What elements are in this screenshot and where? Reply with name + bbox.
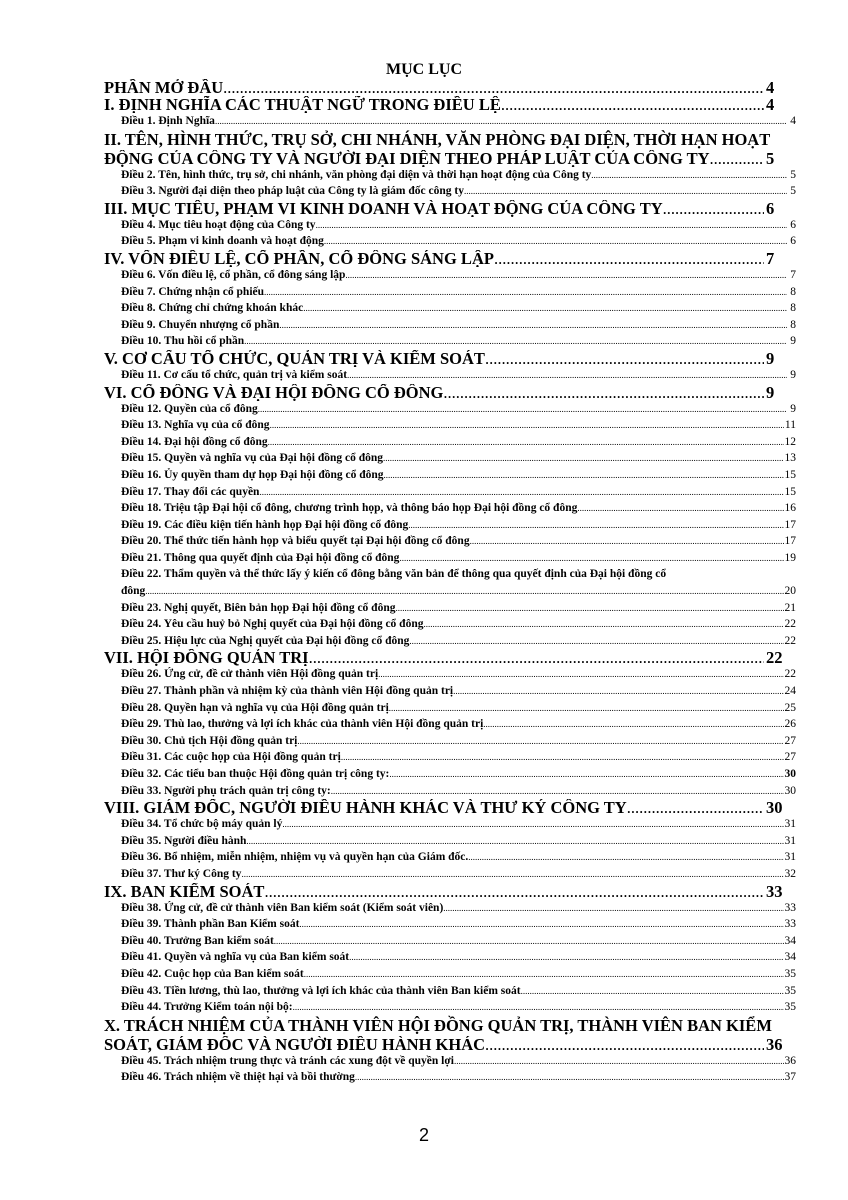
toc-article-entry[interactable] <box>104 113 796 130</box>
toc-article-page-number: 35 <box>784 1001 796 1014</box>
toc-article-title: Điều 45. Trách nhiệm trung thực và tránh các xung đột về quyền lợi <box>121 1054 454 1067</box>
toc-article-page-number: 7 <box>790 268 796 281</box>
toc-section-entry[interactable] <box>104 200 796 217</box>
toc-article-title: Điều 42. Cuộc họp của Ban kiểm soát <box>121 967 304 980</box>
toc-article-title: Điều 20. Thể thức tiến hành họp và biểu quyết tại Đại hội đồng cổ đông <box>121 535 470 548</box>
toc-article-entry[interactable] <box>104 616 796 633</box>
toc-article-entry[interactable] <box>104 333 796 350</box>
dot-leader <box>443 384 764 401</box>
dot-leader <box>331 783 784 800</box>
dot-leader <box>409 633 783 650</box>
toc-article-entry[interactable] <box>104 999 796 1016</box>
toc-article-page-number: 33 <box>784 901 796 914</box>
toc-article-line <box>104 566 796 583</box>
dot-leader <box>145 583 783 600</box>
toc-article-entry[interactable] <box>104 467 796 484</box>
dot-leader <box>264 284 787 301</box>
dot-leader <box>485 1036 764 1053</box>
toc-article-entry[interactable] <box>104 450 796 467</box>
toc-article-entry[interactable] <box>104 766 796 783</box>
toc-article-page-number: 5 <box>790 185 796 198</box>
dot-leader <box>299 916 783 933</box>
toc-article-title: Điều 25. Hiệu lực của Nghị quyết của Đại hội đồng cổ đông <box>121 634 410 647</box>
toc-section-entry[interactable] <box>104 150 796 167</box>
dot-leader <box>274 933 784 950</box>
toc-section-title: PHẦN MỞ ĐẦU <box>104 79 224 96</box>
toc-section-title: IV. VỐN ĐIỀU LỆ, CỔ PHẦN, CỔ ĐÔNG SÁNG LẬP <box>104 249 494 267</box>
dot-leader <box>663 200 764 217</box>
toc-article-entry[interactable] <box>104 550 796 567</box>
toc-article-entry[interactable] <box>104 983 796 1000</box>
toc-article-page-number: 30 <box>784 784 796 797</box>
toc-article-page-number: 20 <box>784 585 796 598</box>
dot-leader <box>521 983 784 1000</box>
dot-leader <box>384 467 784 484</box>
toc-article-entry[interactable] <box>104 1069 796 1086</box>
toc-article-title: Điều 44. Trưởng Kiểm toán nội bộ: <box>121 1001 293 1014</box>
dot-leader <box>591 167 787 184</box>
toc-section-entry[interactable] <box>104 96 796 113</box>
toc-article-entry[interactable] <box>104 167 796 184</box>
dot-leader <box>378 666 783 683</box>
toc-section-entry[interactable] <box>104 250 796 267</box>
toc-article-page-number: 22 <box>784 668 796 681</box>
toc-article-page-number: 34 <box>784 934 796 947</box>
toc-article-page-number: 31 <box>784 834 796 847</box>
toc-article-title: Điều 14. Đại hội đồng cổ đông <box>121 435 268 448</box>
toc-section-title: ĐỘNG CỦA CÔNG TY VÀ NGƯỜI ĐẠI DIỆN THEO PHÁP LUẬT CỦA CÔNG TY <box>104 149 710 167</box>
toc-article-page-number: 6 <box>790 235 796 248</box>
toc-article-entry[interactable] <box>104 916 796 933</box>
toc-article-page-number: 22 <box>784 618 796 631</box>
toc-article-entry[interactable] <box>104 683 796 700</box>
toc-section-title: X. TRÁCH NHIỆM CỦA THÀNH VIÊN HỘI ĐỒNG QUẢN TRỊ, THÀNH VIÊN BAN KIỂM <box>104 1015 772 1035</box>
toc-article-entry[interactable] <box>104 666 796 683</box>
dot-leader <box>282 816 783 833</box>
toc-article-title: Điều 3. Người đại diện theo pháp luật của Công ty là giám đốc công ty <box>121 185 464 198</box>
toc-article-entry[interactable] <box>104 933 796 950</box>
dot-leader <box>279 317 787 334</box>
toc-article-entry[interactable] <box>104 849 796 866</box>
dot-leader <box>468 849 783 866</box>
toc-section-entry[interactable] <box>104 1036 796 1053</box>
toc-section-entry[interactable] <box>104 883 796 900</box>
toc-article-title: Điều 38. Ứng cử, đề cử thành viên Ban kiểm soát (Kiểm soát viên) <box>121 901 444 914</box>
toc-article-entry[interactable] <box>104 966 796 983</box>
toc-article-title: Điều 17. Thay đổi các quyền <box>121 485 260 498</box>
dot-leader <box>303 300 787 317</box>
toc-article-title: Điều 30. Chủ tịch Hội đồng quản trị <box>121 734 298 747</box>
toc-article-title: Điều 1. Định Nghĩa <box>121 115 215 127</box>
toc-article-title: Điều 12. Quyền của cổ đông <box>121 402 258 415</box>
toc-article-entry[interactable] <box>104 233 796 250</box>
toc-article-title: Điều 13. Nghĩa vụ của cổ đông <box>121 419 270 432</box>
table-of-contents <box>104 79 796 1086</box>
toc-section-title: SOÁT, GIÁM ĐỐC VÀ NGƯỜI ĐIỀU HÀNH KHÁC <box>104 1035 486 1053</box>
toc-article-title: Điều 37. Thư ký Công ty <box>121 867 242 880</box>
dot-leader <box>244 333 787 350</box>
toc-article-title: Điều 5. Phạm vi kinh doanh và hoạt động <box>121 235 324 248</box>
toc-section-page-number: 4 <box>766 79 775 96</box>
dot-leader <box>389 766 783 783</box>
toc-article-page-number: 17 <box>784 518 796 531</box>
toc-article-page-number: 35 <box>784 984 796 997</box>
dot-leader <box>494 250 764 267</box>
toc-section-title: VI. CỔ ĐÔNG VÀ ĐẠI HỘI ĐỒNG CỔ ĐÔNG <box>104 383 444 401</box>
toc-article-page-number: 21 <box>784 601 796 614</box>
toc-article-entry[interactable] <box>104 183 796 200</box>
toc-article-title: Điều 34. Tổ chức bộ máy quản lý <box>121 818 283 831</box>
toc-article-page-number: 32 <box>784 867 796 880</box>
dot-leader <box>443 900 783 917</box>
dot-leader <box>241 866 783 883</box>
dot-leader <box>627 799 764 816</box>
toc-article-page-number: 24 <box>784 685 796 698</box>
dot-leader <box>293 999 784 1016</box>
toc-article-entry[interactable] <box>104 833 796 850</box>
dot-leader <box>270 417 784 434</box>
toc-article-page-number: 8 <box>790 285 796 298</box>
toc-article-page-number: 30 <box>784 768 796 780</box>
toc-article-page-number: 12 <box>784 435 796 448</box>
dot-leader <box>297 733 783 750</box>
toc-article-title: Điều 6. Vốn điều lệ, cổ phần, cổ đông sáng lập <box>121 268 346 281</box>
toc-article-entry[interactable] <box>104 417 796 434</box>
toc-article-entry[interactable] <box>104 583 796 600</box>
toc-article-page-number: 19 <box>784 551 796 564</box>
dot-leader <box>304 966 784 983</box>
dot-leader <box>259 484 783 501</box>
dot-leader <box>399 550 783 567</box>
toc-article-title: Điều 4. Mục tiêu hoạt động của Công ty <box>121 218 316 231</box>
toc-article-title: Điều 33. Người phụ trách quản trị công ty: <box>121 784 331 797</box>
toc-article-title: Điều 32. Các tiểu ban thuộc Hội đồng quản trị công ty: <box>121 768 390 780</box>
dot-leader <box>453 683 783 700</box>
toc-article-page-number: 9 <box>790 368 796 381</box>
toc-article-page-number: 26 <box>784 718 796 731</box>
toc-section-title: VIII. GIÁM ĐỐC, NGƯỜI ĐIỀU HÀNH KHÁC VÀ THƯ KÝ CÔNG TY <box>104 799 627 817</box>
dot-leader <box>710 150 764 167</box>
toc-article-title: Điều 9. Chuyển nhượng cổ phần <box>121 318 280 331</box>
toc-article-entry[interactable] <box>104 716 796 733</box>
toc-section-title: V. CƠ CẤU TỔ CHỨC, QUẢN TRỊ VÀ KIỂM SOÁT <box>104 349 485 367</box>
toc-article-page-number: 25 <box>784 701 796 714</box>
toc-section-page-number: 33 <box>766 882 783 900</box>
toc-section-page-number: 22 <box>766 649 783 667</box>
toc-article-title: Điều 2. Tên, hình thức, trụ sở, chi nhánh, văn phòng đại diện và thời hạn hoạt động của Công ty <box>121 168 592 181</box>
toc-section-title: III. MỤC TIÊU, PHẠM VI KINH DOANH VÀ HOẠT ĐỘNG CỦA CÔNG TY <box>104 199 663 217</box>
toc-article-title: Điều 16. Ủy quyền tham dự họp Đại hội đồng cổ đông <box>121 468 384 481</box>
toc-article-title: Điều 22. Thẩm quyền và thể thức lấy ý kiến cổ đông bằng văn bản để thông qua quyết định của Đại hội đồng cổ <box>121 568 667 581</box>
toc-article-page-number: 8 <box>790 318 796 331</box>
toc-article-title: Điều 26. Ứng cử, đề cử thành viên Hội đồng quản trị <box>121 668 379 681</box>
dot-leader <box>483 716 783 733</box>
toc-article-title: đông <box>121 585 146 598</box>
toc-article-page-number: 8 <box>790 302 796 315</box>
toc-article-title: Điều 46. Trách nhiệm về thiệt hại và bồi thường <box>121 1071 355 1084</box>
dot-leader <box>258 401 787 418</box>
toc-article-page-number: 34 <box>784 951 796 964</box>
toc-article-entry[interactable] <box>104 267 796 284</box>
toc-article-entry[interactable] <box>104 700 796 717</box>
toc-section-page-number: 36 <box>766 1035 783 1053</box>
toc-article-page-number: 16 <box>784 502 796 515</box>
toc-article-page-number: 27 <box>784 751 796 764</box>
toc-article-title: Điều 27. Thành phần và nhiệm kỳ của thành viên Hội đồng quản trị <box>121 685 454 698</box>
toc-article-page-number: 27 <box>784 734 796 747</box>
toc-section-page-number: 9 <box>766 383 775 401</box>
toc-article-page-number: 9 <box>790 335 796 348</box>
toc-article-title: Điều 43. Tiền lương, thù lao, thưởng và lợi ích khác của thành viên Ban kiểm soát <box>121 984 521 997</box>
toc-article-page-number: 33 <box>784 918 796 931</box>
dot-leader <box>316 217 787 234</box>
toc-article-page-number: 11 <box>784 419 796 432</box>
toc-article-entry[interactable] <box>104 866 796 883</box>
toc-article-title: Điều 39. Thành phần Ban Kiểm soát <box>121 918 300 931</box>
toc-article-entry[interactable] <box>104 484 796 501</box>
page-number: 2 <box>418 1125 429 1145</box>
toc-section-title: I. ĐỊNH NGHĨA CÁC THUẬT NGỮ TRONG ĐIỀU LỆ <box>104 96 501 113</box>
toc-section-page-number: 30 <box>766 799 783 817</box>
dot-leader <box>470 533 784 550</box>
toc-article-entry[interactable] <box>104 217 796 234</box>
toc-article-page-number: 35 <box>784 967 796 980</box>
dot-leader <box>383 450 783 467</box>
dot-leader <box>423 616 783 633</box>
toc-section-line <box>104 1016 796 1036</box>
toc-article-title: Điều 23. Nghị quyết, Biên bản họp Đại hội đồng cổ đông <box>121 601 396 614</box>
toc-article-page-number: 36 <box>784 1054 796 1067</box>
toc-article-page-number: 17 <box>784 535 796 548</box>
toc-section-page-number: 7 <box>766 249 775 267</box>
toc-article-entry[interactable] <box>104 434 796 451</box>
toc-article-title: Điều 24. Yêu cầu huỷ bỏ Nghị quyết của Đại hội đồng cổ đông <box>121 618 424 631</box>
toc-article-entry[interactable] <box>104 633 796 650</box>
toc-section-title: VII. HỘI ĐỒNG QUẢN TRỊ <box>104 649 309 667</box>
toc-article-title: Điều 31. Các cuộc họp của Hội đồng quản trị <box>121 751 341 764</box>
toc-article-entry[interactable] <box>104 1053 796 1070</box>
dot-leader <box>341 749 784 766</box>
toc-article-title: Điều 29. Thù lao, thưởng và lợi ích khác của thành viên Hội đồng quản trị <box>121 718 484 731</box>
toc-section-entry[interactable] <box>104 384 796 401</box>
dot-leader <box>349 949 783 966</box>
toc-article-page-number: 15 <box>784 468 796 481</box>
toc-article-entry[interactable] <box>104 783 796 800</box>
toc-article-title: Điều 11. Cơ cấu tổ chức, quản trị và kiểm soát <box>121 368 348 381</box>
toc-article-entry[interactable] <box>104 500 796 517</box>
dot-leader <box>268 434 784 451</box>
toc-article-page-number: 4 <box>790 115 796 127</box>
dot-leader <box>309 649 764 666</box>
toc-article-title: Điều 15. Quyền và nghĩa vụ của Đại hội đồng cổ đông <box>121 452 384 465</box>
toc-article-entry[interactable] <box>104 517 796 534</box>
dot-leader <box>355 1069 784 1086</box>
dot-leader <box>395 600 783 617</box>
toc-article-title: Điều 10. Thu hồi cổ phần <box>121 335 245 348</box>
page-title: MỤC LỤC <box>386 61 462 78</box>
toc-article-title: Điều 28. Quyền hạn và nghĩa vụ của Hội đồng quản trị <box>121 701 389 714</box>
toc-article-entry[interactable] <box>104 317 796 334</box>
toc-article-entry[interactable] <box>104 900 796 917</box>
toc-article-entry[interactable] <box>104 949 796 966</box>
toc-article-entry[interactable] <box>104 401 796 418</box>
toc-article-page-number: 13 <box>784 452 796 465</box>
toc-article-title: Điều 8. Chứng chỉ chứng khoán khác <box>121 302 304 315</box>
toc-article-page-number: 37 <box>784 1071 796 1084</box>
dot-leader <box>223 79 764 96</box>
toc-section-entry[interactable] <box>104 350 796 367</box>
toc-article-page-number: 31 <box>784 818 796 831</box>
dot-leader <box>485 350 764 367</box>
toc-article-page-number: 5 <box>790 168 796 181</box>
toc-article-entry[interactable] <box>104 533 796 550</box>
toc-article-entry[interactable] <box>104 733 796 750</box>
toc-article-title: Điều 41. Quyền và nghĩa vụ của Ban kiểm soát <box>121 951 350 964</box>
toc-article-entry[interactable] <box>104 816 796 833</box>
toc-article-title: Điều 40. Trưởng Ban kiểm soát <box>121 934 274 947</box>
dot-leader <box>408 517 783 534</box>
toc-article-page-number: 31 <box>784 851 796 864</box>
toc-section-page-number: 9 <box>766 349 775 367</box>
dot-leader <box>246 833 783 850</box>
dot-leader <box>345 267 787 284</box>
dot-leader <box>501 96 764 113</box>
dot-leader <box>454 1053 784 1070</box>
toc-section-entry[interactable] <box>104 79 796 96</box>
toc-article-title: Điều 7. Chứng nhận cổ phiếu <box>121 285 265 298</box>
toc-section-line <box>104 130 796 150</box>
dot-leader <box>577 500 783 517</box>
toc-article-page-number: 15 <box>784 485 796 498</box>
toc-article-entry[interactable] <box>104 300 796 317</box>
dot-leader <box>324 233 787 250</box>
toc-article-page-number: 22 <box>784 634 796 647</box>
dot-leader <box>464 183 787 200</box>
toc-section-title: II. TÊN, HÌNH THỨC, TRỤ SỞ, CHI NHÁNH, VĂN PHÒNG ĐẠI DIỆN, THỜI HẠN HOẠT <box>104 129 771 149</box>
toc-article-entry[interactable] <box>104 600 796 617</box>
toc-article-page-number: 9 <box>790 402 796 415</box>
toc-article-title: Điều 18. Triệu tập Đại hội cổ đông, chương trình họp, và thông báo họp Đại hội đồng cổ đông <box>121 502 578 515</box>
toc-section-entry[interactable] <box>104 799 796 816</box>
toc-article-title: Điều 36. Bổ nhiệm, miễn nhiệm, nhiệm vụ và quyền hạn của Giám đốc. <box>121 851 469 864</box>
toc-article-title: Điều 35. Người điều hành <box>121 834 247 847</box>
toc-section-page-number: 6 <box>766 199 775 217</box>
dot-leader <box>389 700 784 717</box>
toc-article-entry[interactable] <box>104 284 796 301</box>
dot-leader <box>347 367 787 384</box>
toc-article-entry[interactable] <box>104 749 796 766</box>
toc-section-page-number: 4 <box>766 96 775 113</box>
dot-leader <box>264 883 764 900</box>
toc-section-entry[interactable] <box>104 649 796 666</box>
toc-article-title: Điều 19. Các điều kiện tiến hành họp Đại hội đồng cổ đông <box>121 518 409 531</box>
toc-article-page-number: 6 <box>790 218 796 231</box>
dot-leader <box>215 113 787 130</box>
toc-section-title: IX. BAN KIỂM SOÁT <box>104 882 265 900</box>
toc-section-page-number: 5 <box>766 149 775 167</box>
toc-article-entry[interactable] <box>104 367 796 384</box>
toc-article-title: Điều 21. Thông qua quyết định của Đại hội đồng cổ đông <box>121 551 400 564</box>
